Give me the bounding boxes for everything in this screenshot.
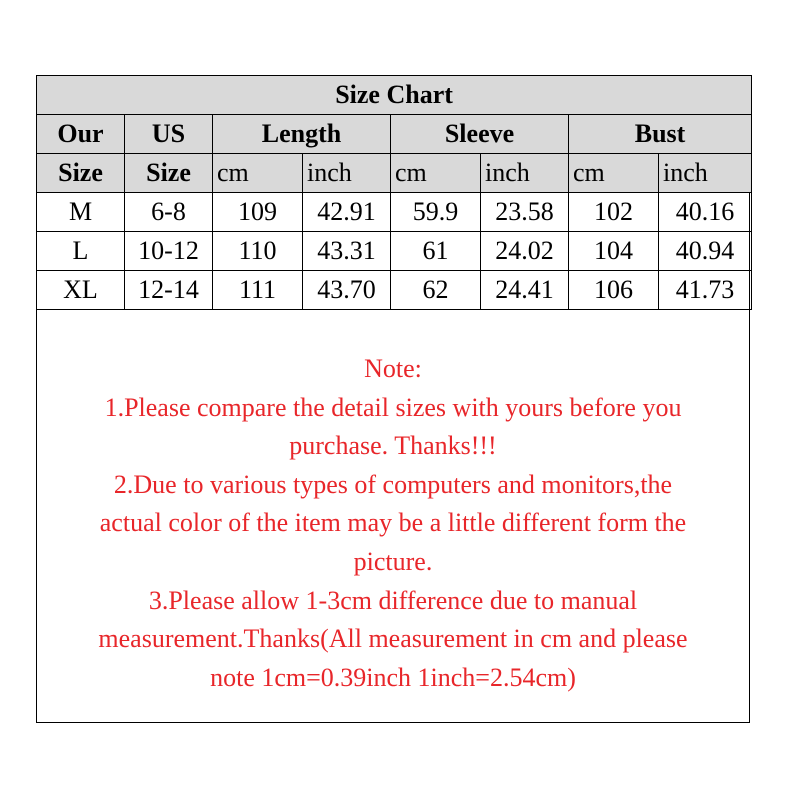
cell-sleeve-inch: 24.02	[481, 232, 569, 271]
header-sleeve-inch: inch	[481, 154, 569, 193]
cell-sleeve-cm: 62	[391, 271, 481, 310]
header-us-size-top: US	[125, 115, 213, 154]
header-sleeve-cm: cm	[391, 154, 481, 193]
header-bust: Bust	[569, 115, 752, 154]
cell-length-inch: 43.31	[303, 232, 391, 271]
header-length-cm: cm	[213, 154, 303, 193]
cell-bust-cm: 104	[569, 232, 659, 271]
table-row	[37, 193, 752, 232]
note-line: 2.Due to various types of computers and monitors,the	[113, 469, 673, 499]
cell-bust-cm: 106	[569, 271, 659, 310]
header-our-size-top: Our	[37, 115, 125, 154]
table-row	[37, 232, 752, 271]
note-line: 3.Please allow 1-3cm difference due to manual	[148, 585, 638, 615]
note-line: picture.	[353, 546, 433, 576]
table-row	[37, 271, 752, 310]
note-line: purchase. Thanks!!!	[289, 431, 497, 461]
header-our-size-bottom: Size	[37, 154, 125, 193]
size-chart-table	[36, 75, 752, 310]
note-line: measurement.Thanks(All measurement in cm and please	[98, 624, 688, 654]
cell-our-size: XL	[37, 271, 125, 310]
cell-length-cm: 109	[213, 193, 303, 232]
header-bust-inch: inch	[659, 154, 752, 193]
cell-us-size: 12-14	[125, 271, 213, 310]
note-line: actual color of the item may be a little different form the	[99, 508, 687, 538]
note-line: note 1cm=0.39inch 1inch=2.54cm)	[210, 662, 576, 692]
header-us-size-bottom: Size	[125, 154, 213, 193]
note-heading: Note:	[364, 354, 422, 383]
cell-sleeve-inch: 23.58	[481, 193, 569, 232]
cell-length-inch: 42.91	[303, 193, 391, 232]
cell-us-size: 10-12	[125, 232, 213, 271]
cell-sleeve-inch: 24.41	[481, 271, 569, 310]
cell-our-size: L	[37, 232, 125, 271]
cell-sleeve-cm: 61	[391, 232, 481, 271]
note-section	[36, 350, 750, 697]
header-bust-cm: cm	[569, 154, 659, 193]
cell-bust-inch: 41.73	[659, 271, 752, 310]
header-length: Length	[213, 115, 391, 154]
note-line: 1.Please compare the detail sizes with yours before you	[104, 392, 682, 422]
header-length-inch: inch	[303, 154, 391, 193]
cell-us-size: 6-8	[125, 193, 213, 232]
cell-our-size: M	[37, 193, 125, 232]
header-sleeve: Sleeve	[391, 115, 569, 154]
chart-title: Size Chart	[37, 76, 752, 115]
title-row	[37, 76, 752, 115]
cell-length-cm: 110	[213, 232, 303, 271]
header-row-top	[37, 115, 752, 154]
header-row-bottom	[37, 154, 752, 193]
cell-bust-inch: 40.94	[659, 232, 752, 271]
cell-bust-inch: 40.16	[659, 193, 752, 232]
cell-bust-cm: 102	[569, 193, 659, 232]
cell-sleeve-cm: 59.9	[391, 193, 481, 232]
cell-length-inch: 43.70	[303, 271, 391, 310]
cell-length-cm: 111	[213, 271, 303, 310]
